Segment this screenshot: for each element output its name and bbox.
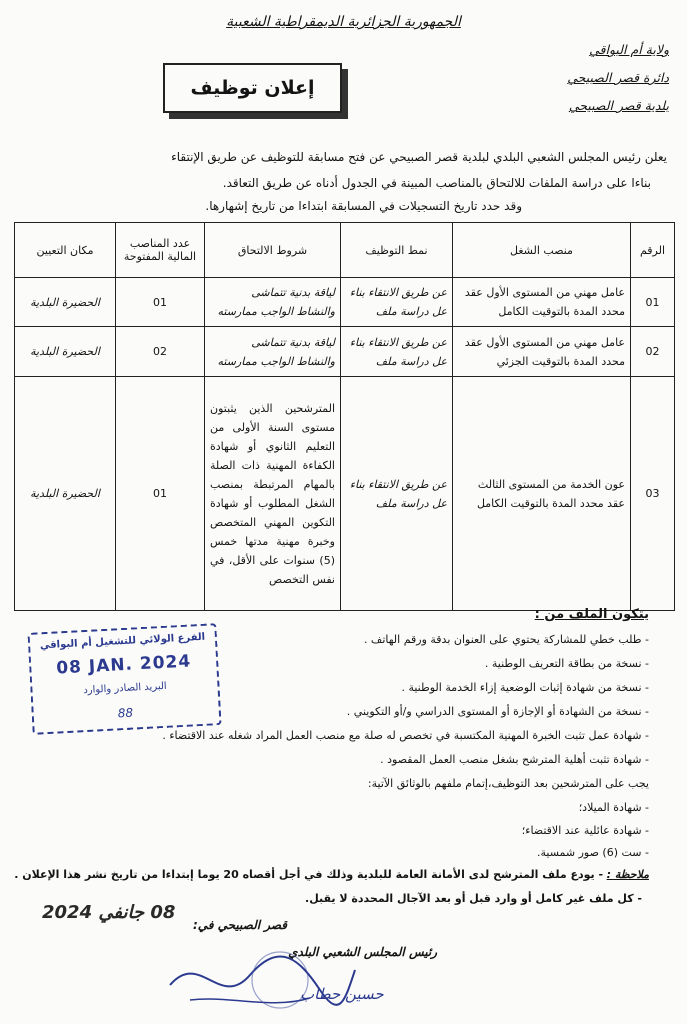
row-num: 03 (631, 377, 675, 611)
intro-line-3: وقد حدد تاريخ التسجيلات في المسابقة ابتداءا من تاريخ إشهارها. (205, 199, 522, 213)
daira-label: دائرة قصر الصبيحي (567, 70, 669, 85)
file-item: - شهادة عمل تثبت الخبرة المهنية المكتسبة في تخصص له صلة مع منصب العمل المراد شغله عند الاقتضاء . (162, 729, 649, 742)
note-text-1: - يودع ملف المترشح لدى الأمانة العامة للبلدية وذلك في أجل أقصاه 20 يوما إبتداءا من تاريخ نشر هذا الإعلان . (14, 868, 604, 881)
table-row (15, 377, 675, 611)
row-count: 01 (116, 377, 205, 611)
file-item: - نسخة من الشهادة أو الإجازة أو المستوى الدراسي و/أو التكويني . (346, 705, 649, 718)
stamp-number: 88 (117, 705, 134, 721)
header-num: الرقم (631, 223, 675, 278)
note-label: ملاحظة : (606, 868, 649, 881)
row-conditions: لياقة بدنية تتماشى والنشاط الواجب ممارسته (205, 327, 341, 377)
intro-line-2: بناءا على دراسة الملفات للالتحاق بالمناصب المبينة في الجدول أدناه عن طريق التعاقد. (222, 176, 651, 190)
announcement-title: إعلان توظيف (163, 63, 342, 113)
stamp-bottom: البريد الصادر والوارد (83, 680, 167, 697)
after-title: يجب على المترشحين بعد التوظيف،إتمام ملفهم بالوثائق الآتية: (367, 777, 649, 790)
intro-line-1: يعلن رئيس المجلس الشعبي البلدي لبلدية قصر الصبيحي عن فتح مسابقة للتوظيف عن طريق الإنتقاء (171, 150, 667, 164)
header-position: منصب الشغل (453, 223, 631, 278)
row-position: عون الخدمة من المستوى الثالث عقد محدد المدة بالتوقيت الكامل (453, 377, 631, 611)
file-item: - نسخة من بطاقة التعريف الوطنية . (484, 657, 649, 670)
republic-header: الجمهورية الجزائرية الديمقراطية الشعبية (226, 14, 461, 30)
after-item: - شهادة الميلاد؛ (578, 801, 649, 814)
row-place: الحضيرة البلدية (15, 278, 116, 327)
after-item: - ست (6) صور شمسية. (536, 846, 649, 859)
signature-scribble-icon (160, 940, 360, 1020)
row-method: عن طريق الانتقاء بناء عل دراسة ملف (341, 377, 453, 611)
file-item: - نسخة من شهادة إثبات الوضعية إزاء الخدمة الوطنية . (401, 681, 649, 694)
table-row (15, 327, 675, 377)
row-count: 02 (116, 327, 205, 377)
header-conditions: شروط الالتحاق (205, 223, 341, 278)
table-header-row (15, 223, 675, 278)
row-conditions: المترشحين الذين يثبتون مستوى السنة الأولى من التعليم الثانوي أو شهادة الكفاءة المهنية ذات الصلة بالمهام المرتبطة بمنصب الشغل المطلوب أو شهادة التكوين المهني المتخصص وخبرة مهنية مدتها خمس (5) سنوات على الأقل، في نفس التخصص (205, 377, 341, 611)
row-place: الحضيرة البلدية (15, 377, 116, 611)
signature-name: حسين حطاب (300, 985, 384, 1003)
wilaya-label: ولاية أم البواقي (589, 42, 669, 57)
received-stamp (27, 623, 221, 735)
header-method: نمط التوظيف (341, 223, 453, 278)
row-position: عامل مهني من المستوى الأول عقد محدد المدة بالتوقيت الكامل (453, 278, 631, 327)
row-count: 01 (116, 278, 205, 327)
stamp-date: 08 JAN. 2024 (55, 651, 192, 679)
row-num: 02 (631, 327, 675, 377)
row-method: عن طريق الانتقاء بناء عل دراسة ملف (341, 278, 453, 327)
signature-date: 08 جانفي 2024 (42, 902, 176, 923)
row-place: الحضيرة البلدية (15, 327, 116, 377)
file-item: - شهادة تثبت أهلية المترشح بشغل منصب العمل المقصود . (380, 753, 649, 766)
commune-label: بلدية قصر الصبيحي (568, 98, 669, 113)
file-title: يتكون الملف من : (534, 607, 649, 622)
signature-role: رئيس المجلس الشعبي البلدي (288, 945, 437, 959)
file-item: - طلب خطي للمشاركة يحتوي على العنوان بدقة ورقم الهاتف . (363, 633, 649, 646)
row-method: عن طريق الانتقاء بناء عل دراسة ملف (341, 327, 453, 377)
row-conditions: لياقة بدنية تتماشى والنشاط الواجب ممارسته (205, 278, 341, 327)
row-position: عامل مهني من المستوى الأول عقد محدد المدة بالتوقيت الجزئي (453, 327, 631, 377)
after-item: - شهادة عائلية عند الاقتضاء؛ (521, 824, 649, 837)
note-line-2: - كل ملف غير كامل أو وارد قبل أو بعد الآجال المحددة لا يقبل. (305, 892, 642, 905)
positions-table (14, 222, 675, 611)
header-count: عدد المناصب المالية المفتوحة (116, 223, 205, 278)
signature-place: قصر الصبيحي في: (192, 918, 287, 932)
table-row (15, 278, 675, 327)
stamp-top: الفرع الولائي للتشغيل أم البواقي (39, 631, 206, 652)
note-line-1 (14, 868, 649, 881)
row-num: 01 (631, 278, 675, 327)
header-place: مكان التعيين (15, 223, 116, 278)
